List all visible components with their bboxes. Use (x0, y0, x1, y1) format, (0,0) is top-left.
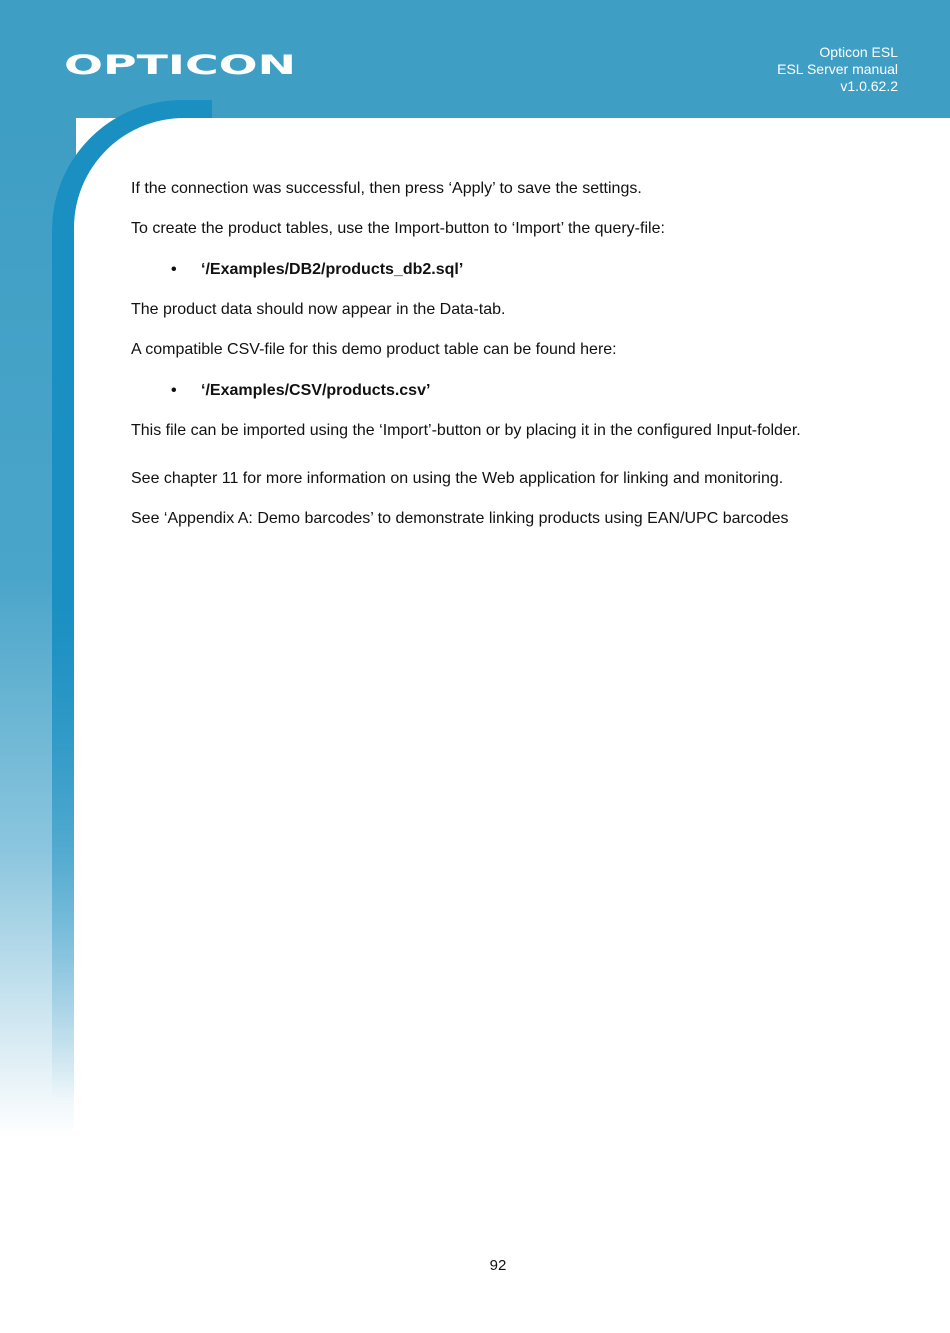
bullet-text: ‘/Examples/CSV/products.csv’ (201, 382, 431, 399)
manual-title: ESL Server manual (777, 61, 898, 77)
bullet-dot-icon: • (171, 261, 177, 278)
page-content (131, 178, 901, 530)
paragraph-appendix: See ‘Appendix A: Demo barcodes’ to demonstrate linking products using EAN/UPC barcodes (131, 510, 789, 527)
bullet-item (131, 259, 901, 281)
opticon-logo (64, 50, 298, 78)
logo-text: OPTICON (64, 50, 296, 78)
bullet-item (131, 380, 901, 402)
paragraph-input-folder: This file can be imported using the ‘Import’-button or by placing it in the configured Input-folder. (131, 422, 801, 439)
paragraph-apply: If the connection was successful, then press ‘Apply’ to save the settings. (131, 180, 642, 197)
bullet-text: ‘/Examples/DB2/products_db2.sql’ (201, 261, 464, 278)
paragraph-chapter: See chapter 11 for more information on using the Web application for linking and monitoring. (131, 470, 784, 487)
paragraph-csv: A compatible CSV-file for this demo product table can be found here: (131, 341, 617, 358)
bullet-dot-icon: • (171, 382, 177, 399)
page-number: 92 (489, 1257, 507, 1274)
product-name: Opticon ESL (819, 44, 898, 60)
paragraph-data-tab: The product data should now appear in the Data-tab. (131, 301, 506, 318)
document-info (777, 44, 898, 95)
paragraph-import: To create the product tables, use the Import-button to ‘Import’ the query-file: (131, 220, 665, 237)
version-number: v1.0.62.2 (840, 78, 898, 94)
